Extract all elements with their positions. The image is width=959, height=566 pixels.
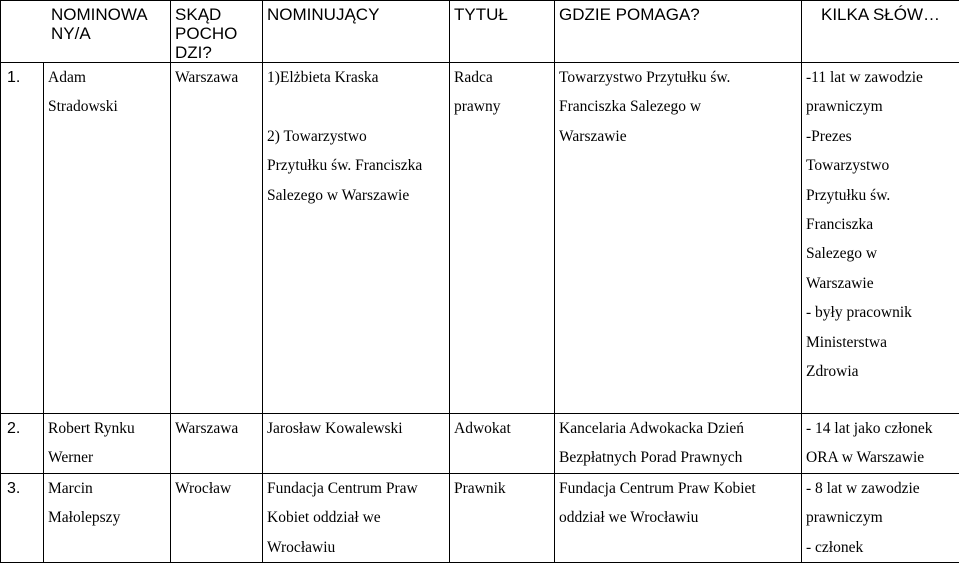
header-nominated-line: NOMINOWA [51,5,148,24]
header-nominator [263,1,450,63]
where-cell: Kancelaria Adwokacka Dzień Bezpłatnych Porad Prawnych [555,414,802,474]
table-row [1,63,959,414]
header-where-text: GDZIE POMAGA? [559,5,700,24]
words-cell: - 8 lat w zawodzie prawniczym - członek [802,473,959,562]
header-nominated [1,1,171,63]
nominator-cell: Fundacja Centrum Praw Kobiet oddział we Wrocławiu [263,473,450,562]
nominee-name: Marcin Małolepszy [44,473,171,562]
nominator-cell: Jarosław Kowalewski [263,414,450,474]
words-cell: - 14 lat jako członek ORA w Warszawie [802,414,959,474]
nominee-city: Warszawa [171,414,263,474]
title-cell: Radca prawny [450,63,555,414]
header-from [171,1,263,63]
header-title [450,1,555,63]
where-cell: Fundacja Centrum Praw Kobiet oddział we Wrocławiu [555,473,802,562]
header-from-line: SKĄD [175,5,222,24]
table-row [1,414,959,474]
header-nominator-text: NOMINUJĄCY [267,5,380,24]
header-from-line: POCHO [175,24,238,43]
header-few-words-text: KILKA SŁÓW… [820,5,941,24]
nominee-name: Robert Rynku Werner [44,414,171,474]
nominee-city: Wrocław [171,473,263,562]
row-number: 1. [1,63,44,414]
header-from-line: DZI? [175,43,212,62]
header-row [1,1,959,63]
title-cell: Prawnik [450,473,555,562]
row-number: 3. [1,473,44,562]
header-nominated-line: NY/A [51,24,91,43]
row-number: 2. [1,414,44,474]
title-cell: Adwokat [450,414,555,474]
nominator-cell: 1)Elżbieta Kraska 2) Towarzystwo Przytułku św. Franciszka Salezego w Warszawie [263,63,450,414]
header-where [555,1,802,63]
where-cell: Towarzystwo Przytułku św. Franciszka Salezego w Warszawie [555,63,802,414]
words-cell: -11 lat w zawodzie prawniczym -Prezes Towarzystwo Przytułku św. Franciszka Salezego w Warszawie - były pracownik Ministerstwa Zdrowia [802,63,959,414]
nominee-name: Adam Stradowski [44,63,171,414]
table-row [1,473,959,562]
nominee-city: Warszawa [171,63,263,414]
header-title-text: TYTUŁ [454,5,508,24]
header-few-words [802,1,959,63]
